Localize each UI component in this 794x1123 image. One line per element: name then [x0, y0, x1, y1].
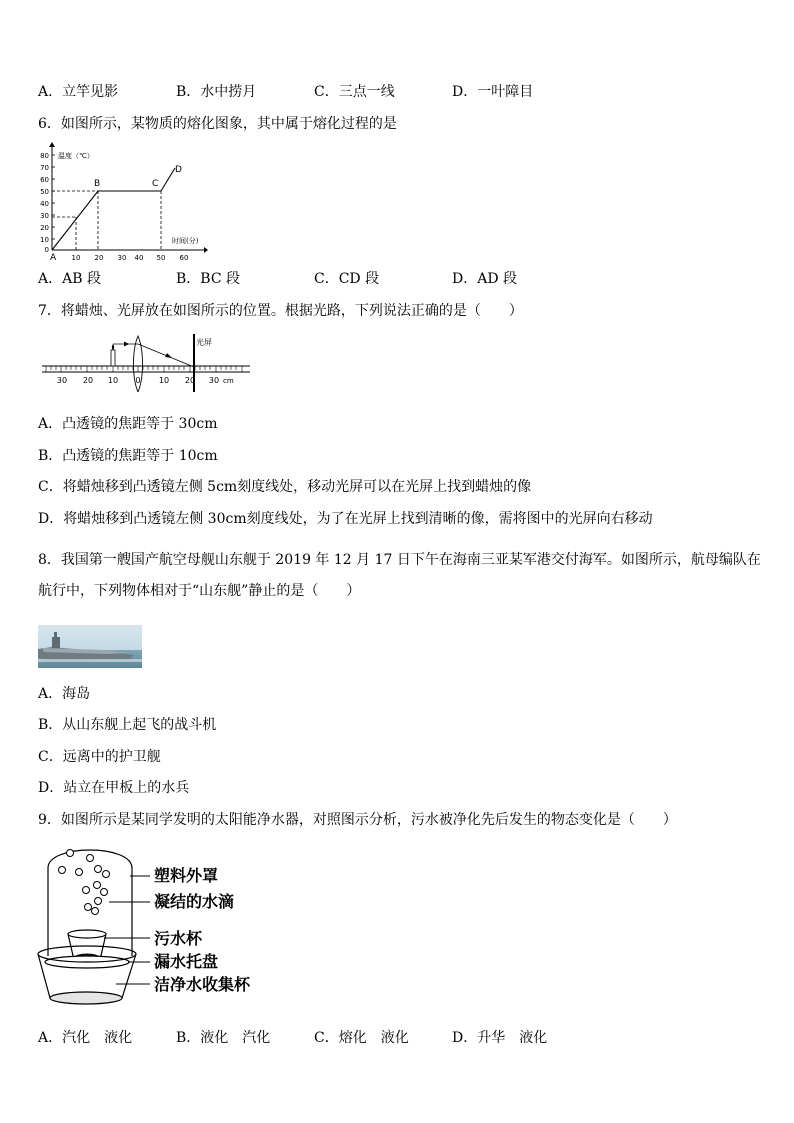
y-tick-0: 0 [44, 246, 49, 254]
x-tick-10: 10 [71, 254, 81, 262]
x-axis-arrow [204, 247, 208, 253]
ruler-label-30-left: 30 [56, 376, 68, 385]
x-tick-60: 60 [179, 254, 189, 262]
q8-option-d[interactable]: D．站立在甲板上的水兵 [38, 780, 190, 796]
q6-option-d[interactable]: D．AD 段 [452, 271, 518, 287]
ruler-label-0: 0 [135, 376, 141, 385]
q8-option-c[interactable]: C．远离中的护卫舰 [38, 749, 161, 765]
y-tick-10: 10 [40, 236, 49, 244]
candle-flame [112, 344, 114, 350]
x-tick-40: 40 [134, 254, 144, 262]
ruler-label-30-right: 30 [208, 376, 220, 385]
y-axis-label: 温度（℃） [58, 152, 94, 160]
q7-option-b[interactable]: B．凸透镜的焦距等于 10cm [38, 448, 218, 464]
ruler-unit: cm [223, 377, 234, 385]
q6-option-a[interactable]: A．AB 段 [38, 271, 101, 287]
point-c-label: C [152, 179, 159, 189]
carrier-island [52, 637, 60, 648]
x-axis-label: 时间(分) [172, 237, 199, 245]
candle [111, 350, 115, 366]
q5-option-b[interactable]: B．水中捞月 [176, 84, 257, 100]
y-axis-arrow [49, 142, 55, 147]
q5-option-d[interactable]: D．一叶障目 [452, 84, 534, 100]
solar-water-purifier-diagram [36, 838, 276, 1010]
q9-option-d[interactable]: D．升华 液化 [452, 1030, 548, 1046]
y-tick-70: 70 [40, 164, 49, 172]
aircraft-carrier-photo [38, 625, 142, 668]
ruler-label-20-left: 20 [82, 376, 94, 385]
ruler-label-10-right: 10 [158, 376, 170, 385]
q7-option-a[interactable]: A．凸透镜的焦距等于 30cm [38, 416, 218, 432]
q8-option-b[interactable]: B．从山东舰上起飞的战斗机 [38, 717, 217, 733]
screen-label: 光屏 [196, 338, 212, 347]
q8-option-a[interactable]: A．海岛 [38, 686, 91, 702]
ruler-ticks [46, 366, 242, 372]
y-tick-80: 80 [40, 152, 49, 160]
label-drip-tray: 漏水托盘 [154, 952, 219, 971]
ruler-label-20-right: 20 [184, 376, 196, 385]
q7-stem: 7．将蜡烛、光屏放在如图所示的位置。根据光路，下列说法正确的是（ ） [38, 303, 523, 319]
melting-graph [36, 140, 208, 264]
q5-option-c[interactable]: C．三点一线 [314, 84, 395, 100]
x-tick-20: 20 [94, 254, 104, 262]
label-dirty-water-cup: 污水杯 [154, 929, 203, 948]
q8-stem-line1: 8．我国第一艘国产航空母舰山东舰于 2019 年 12 月 17 日下午在海南三亚某军港交付海军。如图所示，航母编队在 [38, 552, 761, 568]
q9-option-a[interactable]: A．汽化 液化 [38, 1030, 133, 1046]
point-b-label: B [94, 179, 101, 189]
clean-water [50, 992, 122, 1004]
x-tick-30: 30 [117, 254, 127, 262]
x-tick-50: 50 [156, 254, 166, 262]
y-tick-60: 60 [40, 176, 49, 184]
q6-option-b[interactable]: B．BC 段 [176, 271, 240, 287]
q6-stem: 6．如图所示，某物质的熔化图象，其中属于熔化过程的是 [38, 116, 397, 132]
label-plastic-cover: 塑料外罩 [154, 866, 219, 885]
q9-option-c[interactable]: C．熔化 液化 [314, 1030, 409, 1046]
ruler-label-10-left: 10 [107, 376, 119, 385]
q9-stem: 9．如图所示是某同学发明的太阳能净水器，对照图示分析，污水被净化先后发生的物态变化是（ ） [38, 812, 677, 828]
optics-bench-diagram [36, 330, 256, 392]
q8-stem-line2: 航行中，下列物体相对于“山东舰”静止的是（ ） [38, 583, 361, 599]
label-leader-lines [104, 876, 150, 984]
q5-option-a[interactable]: A．立竿见影 [38, 84, 119, 100]
q6-option-c[interactable]: C．CD 段 [314, 271, 380, 287]
y-tick-40: 40 [40, 200, 49, 208]
q7-option-d[interactable]: D．将蜡烛移到凸透镜左侧 30cm刻度线处，为了在光屏上找到清晰的像，需将图中的光屏向右移动 [38, 511, 653, 527]
label-collection-cup: 洁净水收集杯 [154, 975, 251, 994]
label-condensed-droplets: 凝结的水滴 [154, 892, 235, 911]
condensed-droplets [59, 850, 110, 915]
ray-arrow-1 [124, 342, 129, 347]
point-a-label: A [50, 253, 57, 263]
point-d-label: D [175, 165, 182, 175]
q9-option-b[interactable]: B．液化 汽化 [176, 1030, 271, 1046]
y-tick-50: 50 [40, 188, 49, 196]
q7-option-c[interactable]: C．将蜡烛移到凸透镜左侧 5cm刻度线处，移动光屏可以在光屏上找到蜡烛的像 [38, 479, 532, 495]
y-tick-30: 30 [40, 212, 49, 220]
ray-arrow-2 [165, 353, 172, 358]
y-tick-20: 20 [40, 224, 49, 232]
